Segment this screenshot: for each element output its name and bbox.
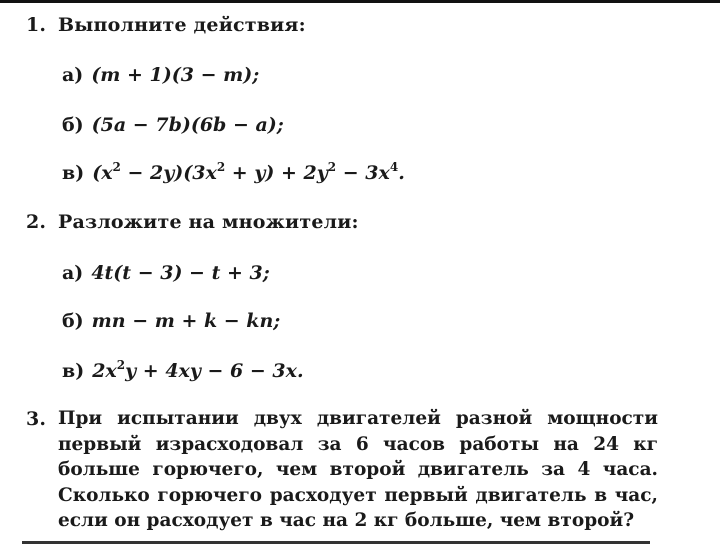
task-2-item-b: [62, 310, 280, 332]
task-heading: Разложите на множители:: [58, 211, 359, 233]
text-line: если он расходует в час на 2 кг больше, чем второй?: [58, 510, 635, 531]
item-label: б): [62, 114, 84, 136]
task-2-title: [26, 211, 359, 233]
task-2-item-a: [62, 262, 270, 284]
top-border: [0, 0, 720, 3]
text-line: больше горючего, чем второй двигатель за 4 часа.: [58, 459, 658, 480]
text-line: Сколько горючего расходует первый двигатель в час,: [58, 484, 658, 506]
task-heading: Выполните действия:: [58, 14, 306, 36]
expression: mn − m + k − kn;: [91, 310, 281, 332]
task-3-number: [26, 408, 58, 430]
task-1-item-c: [62, 162, 405, 184]
task-1-title: [26, 14, 306, 36]
expression: (m + 1)(3 − m);: [91, 64, 260, 86]
task-number: 2.: [26, 211, 47, 233]
expression: (5a − 7b)(6b − a);: [91, 114, 284, 136]
task-2-item-c: [62, 360, 304, 382]
item-label: а): [62, 262, 84, 284]
item-label: в): [62, 360, 85, 382]
task-1-item-a: [62, 64, 259, 86]
text-line: При испытании двух двигателей разной мощности: [58, 408, 658, 429]
expression: 4t(t − 3) − t + 3;: [91, 262, 270, 284]
bottom-border: [22, 541, 650, 544]
expression: $2x^2y + 4xy - 6 - 3x$.: [92, 358, 304, 382]
task-3-text: [58, 406, 658, 534]
expression: $(x^2 - 2y)(3x^2 + y) + 2y^2 - 3x^4$.: [92, 160, 405, 184]
item-label: б): [62, 310, 84, 332]
task-number: 1.: [26, 14, 47, 36]
item-label: в): [62, 162, 85, 184]
task-number: 3.: [26, 408, 47, 430]
item-label: а): [62, 64, 84, 86]
task-1-item-b: [62, 114, 284, 136]
text-line: первый израсходовал за 6 часов работы на 24 кг: [58, 433, 658, 455]
